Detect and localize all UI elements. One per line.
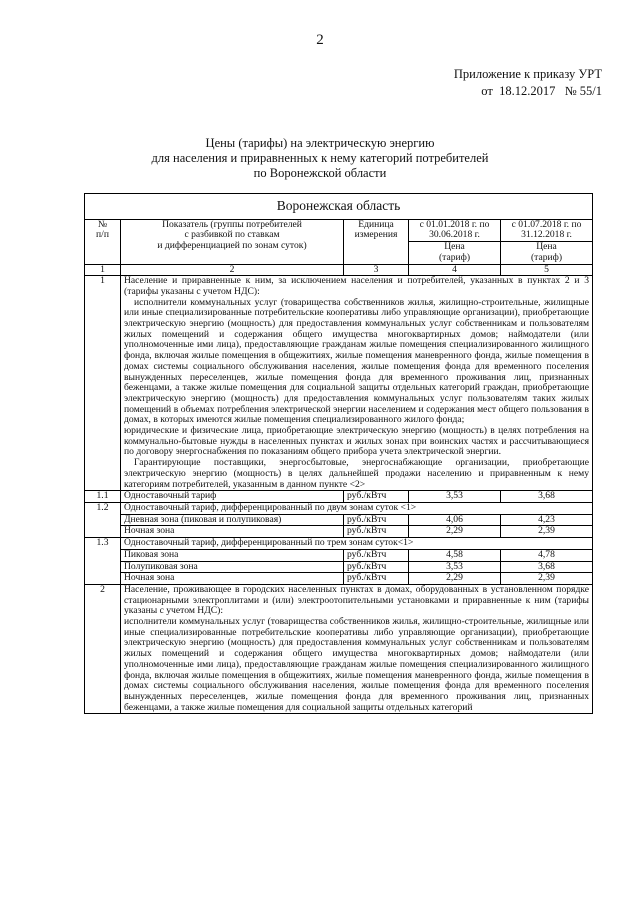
title-line-1: Цены (тарифы) на электрическую энергию [205, 136, 435, 150]
row-num: 1 [85, 276, 121, 491]
row-name: Пиковая зона [121, 549, 344, 561]
appendix-line-2: от 18.12.2017 № 55/1 [481, 84, 602, 98]
document-title [0, 136, 640, 181]
row1-paragraph: исполнители коммунальных услуг (товарищества собственников жилья, жилищно-строительные, жилищные или иные специализированные потребительские кооперативы либо управляющие организации), приобретающие электрическую энергию (мощность) для предоставления коммунальных услуг собственникам и пользователям жилых помещений и содержания общего имущества многоквартирных домов; наймодатели (или уполномоченные ими лица), предоставляющие гражданам жилые помещения специализированного жилищного фонда, включая жилые помещения в общежитиях, жилые помещения маневренного фонда, жилые помещения в домах системы социального обслуживания населения, жилые помещения фонда для временного поселения вынужденных переселенцев, жилые помещения фонда для временного проживания лиц, признанных беженцами, а также жилые помещения для социальной защиты отдельных категорий граждан, приобретающие электрическую энергию (мощность) для предоставления коммунальных услуг пользователям таких жилых помещений в объемах потребления электрической энергии населением и содержания мест общего пользования в домах, в которых имеются жилые помещения специализированного жилого фонда; [124, 296, 590, 426]
row-description [121, 276, 593, 491]
row2-paragraph: исполнители коммунальных услуг (товарищества собственников жилья, жилищно-строительные, жилищные или иные специализированные потребительские кооперативы либо управляющие организации), приобретающие электрическую энергию (мощность) для предоставления коммунальных услуг собственникам и пользователям жилых помещений и содержания общего имущества многоквартирных домов; наймодатели (или уполномоченные ими лица), предоставляющие гражданам жилые помещения специализированного жилищного фонда, включая жилые помещения в общежитиях, жилые помещения маневренного фонда, жилые помещения в домах системы социального обслуживания населения, жилые помещения фонда для временного поселения вынужденных переселенцев, жилые помещения фонда для временного проживания лиц, признанных беженцами, а также жилые помещения для социальной защиты отдельных категорий [124, 616, 590, 713]
row-name: Ночная зона [121, 573, 344, 585]
row-unit: руб./кВтч [344, 526, 409, 538]
region-header: Воронежская область [85, 194, 593, 220]
row-num: 1.2 [85, 502, 121, 537]
title-line-2: для населения и приравненных к нему категорий потребителей [151, 151, 489, 165]
table-row [85, 502, 593, 514]
table-row [85, 276, 593, 491]
table-row [85, 514, 593, 526]
row-name: Дневная зона (пиковая и полупиковая) [121, 514, 344, 526]
row-unit: руб./кВтч [344, 514, 409, 526]
table-row [85, 573, 593, 585]
tariff-table [84, 193, 593, 714]
col-number-4: 4 [409, 264, 501, 276]
col-number-2: 2 [121, 264, 344, 276]
row-name: Полупиковая зона [121, 561, 344, 573]
row-value-2: 3,68 [501, 491, 593, 503]
page-number: 2 [316, 32, 324, 48]
header-indicator: Показатель (группы потребителей с разбивкой по ставкам и дифференциацией по зонам суток) [121, 219, 344, 264]
col-number-1: 1 [85, 264, 121, 276]
header-num: № п/п [85, 219, 121, 264]
row1-paragraph: юридические и физические лица, приобретающие электрическую энергию (мощность) в целях потребления на коммунально-бытовые нужды в населенных пунктах и жилых зонах при воинских частях и рассчитывающиеся по договору энергоснабжения по показаниям общего прибора учета электрической энергии. [124, 425, 590, 458]
row-num: 1.1 [85, 491, 121, 503]
row-unit: руб./кВтч [344, 491, 409, 503]
row-value-1: 2,29 [409, 526, 501, 538]
title-line-3: по Воронежской области [253, 166, 387, 180]
appendix-reference [454, 66, 602, 100]
row-description [121, 584, 593, 713]
col-number-3: 3 [344, 264, 409, 276]
row-unit: руб./кВтч [344, 561, 409, 573]
row-value-1: 4,58 [409, 549, 501, 561]
col-number-5: 5 [501, 264, 593, 276]
row1-paragraph: Гарантирующие поставщики, энергосбытовые, энергоснабжающие организации, приобретающие электрическую энергию (мощность) в целях дальнейшей продажи населению и приравненным к нему категориям потребителей, указанным в данном пункте <2> [124, 457, 590, 490]
table-row [85, 549, 593, 561]
row-num: 2 [85, 584, 121, 713]
row-name: Одноставочный тариф, дифференцированный по трем зонам суток<1> [121, 538, 593, 550]
table-row [85, 538, 593, 550]
header-price-1: Цена (тариф) [409, 242, 501, 264]
row-value-2: 4,78 [501, 549, 593, 561]
header-period-2: с 01.07.2018 г. по 31.12.2018 г. [501, 219, 593, 241]
header-price-2: Цена (тариф) [501, 242, 593, 264]
header-period-1: с 01.01.2018 г. по 30.06.2018 г. [409, 219, 501, 241]
table-row [85, 561, 593, 573]
row-value-1: 3,53 [409, 491, 501, 503]
header-unit: Единица измерения [344, 219, 409, 264]
row2-paragraph: Население, проживающее в городских населенных пунктах в домах, оборудованных в установленном порядке стационарными электроплитами и (или) электроотопительными установками и приравненные к ним (тарифы указаны с учетом НДС): [124, 583, 590, 617]
row-unit: руб./кВтч [344, 573, 409, 585]
table-row [85, 526, 593, 538]
table-row [85, 584, 593, 713]
row-name: Одноставочный тариф [121, 491, 344, 503]
row-value-1: 2,29 [409, 573, 501, 585]
appendix-line-1: Приложение к приказу УРТ [453, 67, 602, 81]
row-value-2: 4,23 [501, 514, 593, 526]
row-value-2: 2,39 [501, 573, 593, 585]
row-value-2: 2,39 [501, 526, 593, 538]
row-name: Одноставочный тариф, дифференцированный по двум зонам суток <1> [121, 502, 593, 514]
row-num: 1.3 [85, 538, 121, 585]
row1-paragraph: Население и приравненные к ним, за исключением населения и потребителей, указанных в пунктах 2 и 3 (тарифы указаны с учетом НДС): [124, 275, 590, 297]
row-value-1: 4,06 [409, 514, 501, 526]
row-name: Ночная зона [121, 526, 344, 538]
table-row [85, 491, 593, 503]
row-unit: руб./кВтч [344, 549, 409, 561]
row-value-1: 3,53 [409, 561, 501, 573]
row-value-2: 3,68 [501, 561, 593, 573]
